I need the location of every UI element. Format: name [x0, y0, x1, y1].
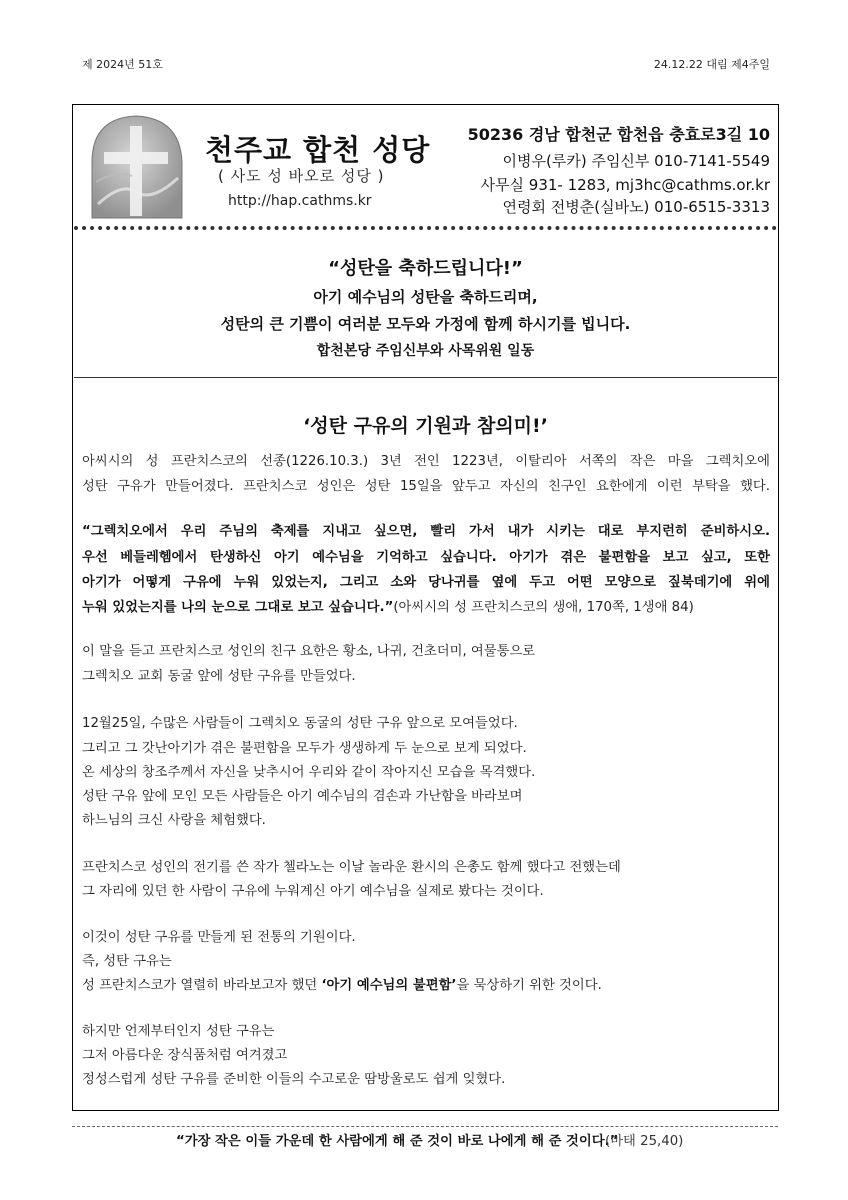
footer-divider [72, 1126, 778, 1127]
greeting-line: 성탄의 큰 기쁨이 여러분 모두와 가정에 함께 하시기를 빕니다. [220, 315, 631, 333]
paragraph-line: 즉, 성탄 구유는 [82, 954, 172, 969]
dotted-divider [74, 226, 777, 230]
quote-text: 누워 있었는지를 나의 눈으로 그대로 보고 싶습니다.” [82, 600, 394, 615]
quote-line: 우선 베들레헴에서 탄생하신 아기 예수님을 기억하고 싶습니다. 아기가 겪은 불편함을 보고 싶고, 또한 [82, 550, 770, 565]
paragraph-line: 성탄 구유가 만들어졌다. 프란치스코 성인은 성탄 15일을 앞두고 자신의 친구인 요한에게 이런 부탁을 했다. [82, 479, 770, 494]
greeting-signature: 합천본당 주임신부와 사목위원 일동 [316, 343, 535, 359]
section-divider [74, 377, 777, 378]
quote-line: “그렉치오에서 우리 주님의 축제를 지내고 싶으면, 빨리 가서 내가 시키는 대로 부지런히 준비하시오. [82, 524, 770, 539]
office-contact: 사무실 931- 1283, mj3hc@cathms.or.kr [480, 176, 770, 194]
article-title: ‘성탄 구유의 기원과 참의미!’ [303, 415, 548, 437]
footer-bible-reference: (마태 25,40) [605, 1134, 684, 1149]
parish-logo-icon [82, 112, 190, 222]
footer-bible-quote: “가장 작은 이들 가운데 한 사람에게 해 준 것이 바로 나에게 해 준 것이다.” [176, 1134, 619, 1149]
quote-line: 아기가 어떻게 구유에 누워 있었는지, 그리고 소와 당나귀를 옆에 두고 어떤 모양으로 짚북데기에 위에 [82, 575, 770, 590]
greeting-line: 아기 예수님의 성탄을 축하드리며, [313, 288, 538, 306]
paragraph-line: 성탄 구유 앞에 모인 모든 사람들은 아기 예수님의 겸손과 가난함을 바라보며 [82, 789, 523, 804]
text-span: 을 묵상하기 위한 것이다. [456, 978, 602, 993]
paragraph-line: 이 말을 듣고 프란치스코 성인의 친구 요한은 황소, 나귀, 건초더미, 여물통으로 [82, 644, 536, 659]
paragraph-line: 프란치스코 성인의 전기를 쓴 작가 첼라노는 이날 놀라운 환시의 은총도 함께 했다고 전했는데 [82, 860, 621, 875]
parish-address: 50236 경남 합천군 합천읍 충효로3길 10 [467, 125, 770, 144]
parish-name: 천주교 합천 성당 [205, 133, 431, 167]
issue-number: 제 2024년 51호 [82, 58, 163, 71]
paragraph-line: 하느님의 크신 사랑을 체험했다. [82, 813, 266, 828]
paragraph-line: 아씨시의 성 프란치스코의 선종(1226.10.3.) 3년 전인 1223년, 이탈리아 서쪽의 작은 마을 그렉치오에 [82, 454, 770, 469]
quote-citation: (아씨시의 성 프란치스코의 생애, 170쪽, 1생애 84) [393, 600, 694, 615]
paragraph-line: 하지만 언제부터인지 성탄 구유는 [82, 1024, 275, 1039]
quote-line-last [82, 596, 694, 615]
paragraph-line: 그렉치오 교회 동굴 앞에 성탄 구유를 만들었다. [82, 669, 356, 684]
pastor-contact: 이병우(루카) 주임신부 010-7141-5549 [502, 152, 770, 170]
parish-website[interactable]: http://hap.cathms.kr [228, 193, 372, 209]
council-contact: 연령회 전병춘(실바노) 010-6515-3313 [502, 198, 770, 216]
paragraph-line: 그 자리에 있던 한 사람이 구유에 누워계신 아기 예수님을 실제로 봤다는 것이다. [82, 884, 544, 899]
issue-date: 24.12.22 대림 제4주일 [653, 58, 770, 71]
paragraph-line: 12월25일, 수많은 사람들이 그렉치오 동굴의 성탄 구유 앞으로 모여들었다. [82, 716, 518, 731]
paragraph-line: 그리고 그 갓난아기가 겪은 불편함을 모두가 생생하게 두 눈으로 보게 되었다. [82, 741, 527, 756]
paragraph-line: 이것이 성탄 구유를 만들게 된 전통의 기원이다. [82, 930, 356, 945]
text-span: 성 프란치스코가 열렬히 바라보고자 했던 [82, 978, 322, 993]
parish-subtitle: ( 사도 성 바오로 성당 ) [218, 167, 385, 185]
greeting-title: “성탄을 축하드립니다!” [328, 258, 523, 279]
paragraph-line: 정성스럽게 성탄 구유를 준비한 이들의 수고로운 땀방울로도 쉽게 잊혔다. [82, 1072, 506, 1087]
emphasis-text: ‘아기 예수님의 불편함’ [321, 978, 457, 993]
paragraph-line: 온 세상의 창조주께서 자신을 낮추시어 우리와 같이 작아지신 모습을 목격했다. [82, 765, 536, 780]
paragraph-line-emphasis [82, 974, 602, 993]
paragraph-line: 그저 아름다운 장식품처럼 여겨졌고 [82, 1048, 288, 1063]
